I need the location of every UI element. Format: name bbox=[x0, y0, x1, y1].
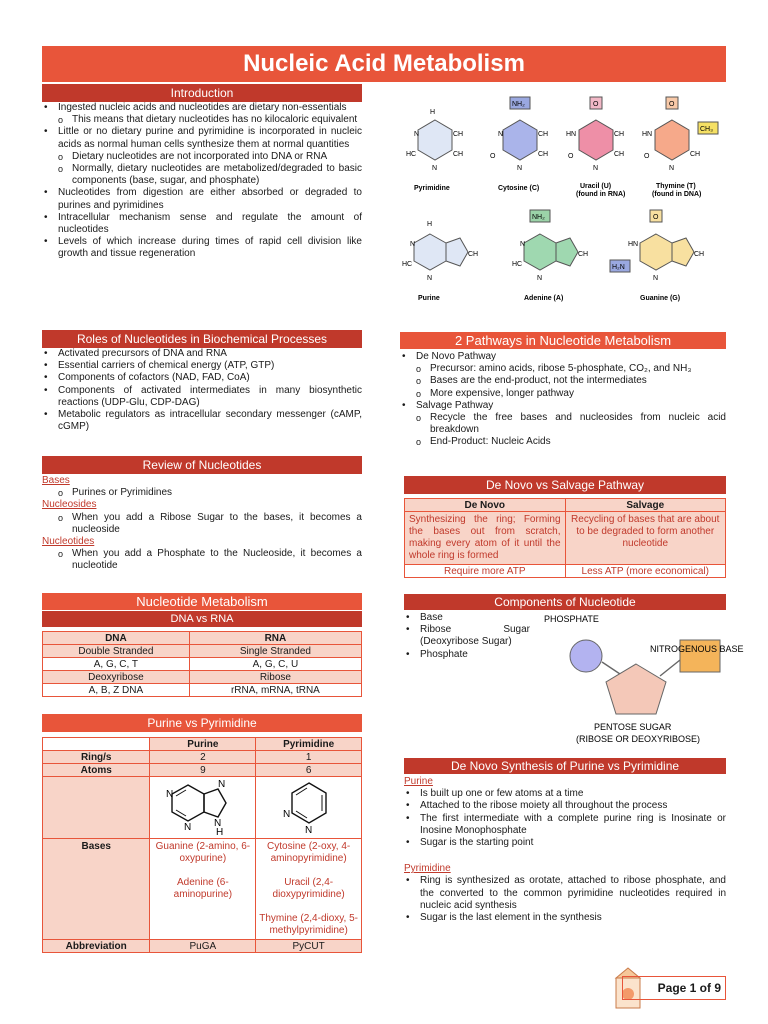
pathway-item: • Salvage Pathway o Recycle the free bases and nucleosides from nucleic acid breakdown o End-Product: Nucleic Acids bbox=[400, 400, 726, 449]
uracil-note: (found in RNA) bbox=[576, 191, 626, 198]
guanine-label: Guanine (G) bbox=[640, 295, 681, 302]
atom-label: N bbox=[414, 131, 420, 138]
thymine-structure bbox=[642, 97, 718, 198]
pyrimidine-ring-icon bbox=[274, 777, 344, 835]
purine-vs-header: Purine vs Pyrimidine bbox=[42, 714, 362, 732]
atom-label: CH bbox=[694, 251, 705, 258]
synthesis-section bbox=[404, 776, 726, 924]
atom-label: CH bbox=[453, 151, 464, 158]
cytosine-label: Cytosine (C) bbox=[498, 185, 540, 192]
table-cell: Synthesizing the ring; Forming the bases out from scratch, making every atom of it until the whole ring is formed bbox=[405, 512, 566, 565]
nucleotides-term: Nucleotides bbox=[42, 536, 95, 548]
purine-ring-icon bbox=[158, 777, 248, 838]
bases-desc: o Purines or Pyrimidines bbox=[42, 487, 362, 499]
atom-label: H₂N bbox=[612, 264, 625, 271]
nucleosides-desc: o When you add a Ribose Sugar to the bases, it becomes a nucleoside bbox=[42, 512, 362, 536]
col-pyrimidine: Pyrimidine bbox=[256, 738, 362, 751]
roles-item: • Essential carriers of chemical energy (ATP, GTP) bbox=[42, 360, 362, 372]
uracil-label: Uracil (U) bbox=[580, 183, 612, 190]
denovo-vs-header: De Novo vs Salvage Pathway bbox=[404, 476, 726, 494]
pathway-item: • De Novo Pathway o Precursor: amino acids, ribose 5-phosphate, CO₂, and NH₃ o Bases are the end-product, not the intermediates o More expensive, longer pathway bbox=[400, 351, 726, 400]
atom-label: NH₂ bbox=[512, 101, 525, 108]
dna-rna-subheader: DNA vs RNA bbox=[42, 611, 362, 627]
components-section bbox=[404, 612, 530, 661]
table-cell: PyCUT bbox=[256, 940, 362, 953]
table-cell: A, G, C, T bbox=[43, 658, 190, 671]
atom-label: N bbox=[520, 241, 526, 248]
atom-label: O bbox=[593, 101, 599, 108]
atom-label: CH₃ bbox=[700, 126, 713, 133]
atom-label: CH bbox=[538, 131, 549, 138]
pyrimidine-label: Pyrimidine bbox=[414, 185, 450, 192]
intro-item: • Ingested nucleic acids and nucleotides are dietary non-essentials o This means that dietary nucleotides has no kilocaloric equivalent bbox=[42, 102, 362, 126]
atom-label: CH bbox=[538, 151, 549, 158]
atom-label: NH₂ bbox=[532, 214, 545, 221]
intro-sub-item: o Dietary nucleotides are not incorporated into DNA or RNA bbox=[42, 151, 362, 163]
table-cell: Double Stranded bbox=[43, 645, 190, 658]
pathways-header: 2 Pathways in Nucleotide Metabolism bbox=[400, 332, 726, 349]
row-label: Abbreviation bbox=[43, 940, 150, 953]
base-adenine: Adenine (6-aminopurine) bbox=[173, 877, 233, 900]
table-cell: 6 bbox=[256, 764, 362, 777]
pathway-sub-item: o Bases are the end-product, not the intermediates bbox=[400, 375, 726, 387]
adenine-structure bbox=[512, 210, 588, 302]
base-thymine: Thymine (2,4-dioxy, 5-methylpyrimidine) bbox=[259, 913, 359, 936]
intro-header: Introduction bbox=[42, 84, 362, 102]
synthesis-item: • The first intermediate with a complete purine ring is Inosinate or Inosine Monophosphate bbox=[404, 813, 726, 837]
nucleotide-diagram bbox=[540, 610, 744, 748]
table-cell: Recycling of bases that are about to be degraded to form another nucleotide bbox=[565, 512, 725, 565]
atom-label: HN bbox=[566, 131, 577, 138]
pyrimidine-structure bbox=[406, 109, 463, 192]
table-cell: Require more ATP bbox=[405, 565, 566, 578]
atom-label: H bbox=[430, 109, 436, 116]
ring-n-label: N bbox=[165, 789, 174, 800]
intro-section bbox=[42, 102, 362, 261]
atom-label: CH bbox=[614, 151, 625, 158]
roles-item: • Components of activated intermediates in many biosynthetic reactions (UDP-Glu, CDP-DAG) bbox=[42, 385, 362, 409]
ring-n-label: N bbox=[213, 818, 222, 829]
base-label: NITROGENOUS BASE bbox=[650, 644, 744, 654]
roles-item: • Activated precursors of DNA and RNA bbox=[42, 348, 362, 360]
atom-label: HN bbox=[628, 241, 639, 248]
atom-label: N bbox=[432, 165, 438, 172]
pathway-sub-item: o Recycle the free bases and nucleosides from nucleic acid breakdown bbox=[400, 412, 726, 436]
atom-label: CH bbox=[453, 131, 464, 138]
base-structures-figure bbox=[400, 92, 730, 310]
cytosine-structure bbox=[490, 97, 548, 192]
metabolism-header: Nucleotide Metabolism bbox=[42, 593, 362, 610]
thymine-label: Thymine (T) bbox=[656, 183, 696, 190]
intro-sub-item: o This means that dietary nucleotides has no kilocaloric equivalent bbox=[42, 114, 362, 126]
dna-rna-table bbox=[42, 631, 362, 697]
atom-label: N bbox=[427, 275, 433, 282]
phosphate-label: PHOSPHATE bbox=[544, 614, 599, 624]
pathway-sub-item: o End-Product: Nucleic Acids bbox=[400, 436, 726, 448]
table-cell: Less ATP (more economical) bbox=[565, 565, 725, 578]
guanine-structure bbox=[610, 210, 704, 302]
atom-label: CH bbox=[614, 131, 625, 138]
bases-term: Bases bbox=[42, 475, 70, 486]
table-cell: 2 bbox=[150, 751, 256, 764]
table-cell: 9 bbox=[150, 764, 256, 777]
table-cell: Single Stranded bbox=[189, 645, 361, 658]
purine-structure bbox=[402, 221, 478, 302]
row-label: Atoms bbox=[43, 764, 150, 777]
atom-label: O bbox=[490, 153, 496, 160]
nucleotides-desc: o When you add a Phosphate to the Nucleoside, it becomes a nucleotide bbox=[42, 548, 362, 572]
phosphate-circle bbox=[570, 640, 602, 672]
atom-label: HC bbox=[406, 151, 417, 158]
roles-item: • Metabolic regulators as intracellular secondary messenger (cAMP, cGMP) bbox=[42, 409, 362, 433]
adenine-label: Adenine (A) bbox=[524, 295, 564, 302]
roles-header: Roles of Nucleotides in Biochemical Processes bbox=[42, 330, 362, 348]
empty-cell bbox=[43, 738, 150, 751]
ring-n-label: N bbox=[282, 809, 290, 820]
col-purine: Purine bbox=[150, 738, 256, 751]
purine-bases-cell bbox=[150, 839, 256, 940]
empty-cell bbox=[43, 777, 150, 839]
pathway-sub-item: o More expensive, longer pathway bbox=[400, 388, 726, 400]
atom-label: N bbox=[537, 275, 543, 282]
intro-item: • Levels of which increase during times of rapid cell division like growth and tissue regeneration bbox=[42, 236, 362, 260]
table-cell: A, B, Z DNA bbox=[43, 684, 190, 697]
atom-label: CH bbox=[468, 251, 479, 258]
atom-label: CH bbox=[578, 251, 589, 258]
base-uracil: Uracil (2,4-dioxypyrimidine) bbox=[272, 877, 345, 900]
purine-label: Purine bbox=[418, 295, 440, 302]
row-label: Ring/s bbox=[43, 751, 150, 764]
atom-label: HC bbox=[512, 261, 523, 268]
review-section bbox=[42, 475, 362, 573]
pathway-sub-item: o Precursor: amino acids, ribose 5-phosphate, CO₂, and NH₃ bbox=[400, 363, 726, 375]
base-guanine: Guanine (2-amino, 6-oxypurine) bbox=[155, 841, 251, 864]
thymine-note: (found in DNA) bbox=[652, 191, 702, 198]
nucleosides-term: Nucleosides bbox=[42, 499, 97, 511]
atom-label: O bbox=[568, 153, 574, 160]
component-item: • Ribose Sugar (Deoxyribose Sugar) bbox=[404, 624, 530, 648]
component-item: • Phosphate bbox=[404, 649, 530, 661]
col-dna: DNA bbox=[43, 632, 190, 645]
col-rna: RNA bbox=[189, 632, 361, 645]
component-item: • Base bbox=[404, 612, 530, 624]
atom-label: N bbox=[410, 241, 416, 248]
purine-structure-cell bbox=[150, 777, 256, 839]
pathways-section bbox=[400, 351, 726, 449]
roles-item: • Components of cofactors (NAD, FAD, CoA) bbox=[42, 372, 362, 384]
synthesis-item: • Attached to the ribose moiety all throughout the process bbox=[404, 800, 726, 812]
atom-label: N bbox=[669, 165, 675, 172]
row-label: Bases bbox=[43, 839, 150, 940]
synthesis-item: • Sugar is the last element in the synthesis bbox=[404, 912, 726, 924]
ring-h-label: H bbox=[215, 827, 224, 838]
synthesis-item: • Is built up one or few atoms at a time bbox=[404, 788, 726, 800]
ring-n-label: N bbox=[304, 825, 312, 836]
review-header: Review of Nucleotides bbox=[42, 456, 362, 474]
pyrimidine-bases-cell bbox=[256, 839, 362, 940]
atom-label: N bbox=[593, 165, 599, 172]
intro-item: • Little or no dietary purine and pyrimidine is incorporated in nucleic acids as normal human cells synthesize them at normal quantities o Dietary nucleotides are not incorporated into DNA or RNA o Normally, dietary nucleotides are metabolized/degraded to basic components (base, sugar, and phosphate) bbox=[42, 126, 362, 187]
table-cell: 1 bbox=[256, 751, 362, 764]
table-cell: PuGA bbox=[150, 940, 256, 953]
purine-term: Purine bbox=[404, 776, 433, 787]
table-cell: Deoxyribose bbox=[43, 671, 190, 684]
ring-n-label: N bbox=[217, 779, 226, 790]
page-number: Page 1 of 9 bbox=[622, 976, 726, 1000]
synthesis-header: De Novo Synthesis of Purine vs Pyrimidine bbox=[404, 758, 726, 774]
sugar-label-2: (RIBOSE OR DEOXYRIBOSE) bbox=[576, 734, 701, 744]
roles-section bbox=[42, 348, 362, 433]
intro-item: • Nucleotides from digestion are either absorbed or degraded to purines and pyrimidines bbox=[42, 187, 362, 211]
table-cell: A, G, C, U bbox=[189, 658, 361, 671]
col-denovo: De Novo bbox=[405, 499, 566, 512]
pyrimidine-structure-cell bbox=[256, 777, 362, 839]
atom-label: N bbox=[498, 131, 504, 138]
denovo-vs-table bbox=[404, 498, 726, 578]
sugar-label: PENTOSE SUGAR bbox=[594, 722, 672, 732]
atom-label: CH bbox=[690, 151, 701, 158]
atom-label: O bbox=[653, 214, 659, 221]
intro-item: • Intracellular mechanism sense and regulate the amount of nucleotides bbox=[42, 212, 362, 236]
atom-label: O bbox=[644, 153, 650, 160]
atom-label: HC bbox=[402, 261, 413, 268]
page-title: Nucleic Acid Metabolism bbox=[42, 46, 726, 82]
ring-n-label: N bbox=[183, 822, 192, 833]
atom-label: N bbox=[517, 165, 523, 172]
table-cell: rRNA, mRNA, tRNA bbox=[189, 684, 361, 697]
components-header: Components of Nucleotide bbox=[404, 594, 726, 610]
synthesis-item: • Ring is synthesized as orotate, attached to ribose phosphate, and the converted to the common pyrimidine nucleotides required in nucleic acid synthesis bbox=[404, 875, 726, 912]
intro-sub-item: o Normally, dietary nucleotides are metabolized/degraded to basic components (base, sugar, and phosphate) bbox=[42, 163, 362, 187]
pyrimidine-term: Pyrimidine bbox=[404, 863, 451, 875]
atom-label: N bbox=[653, 275, 659, 282]
atom-label: O bbox=[669, 101, 675, 108]
synthesis-item: • Sugar is the starting point bbox=[404, 837, 726, 849]
atom-label: HN bbox=[642, 131, 653, 138]
atom-label: H bbox=[427, 221, 433, 228]
table-cell: Ribose bbox=[189, 671, 361, 684]
col-salvage: Salvage bbox=[565, 499, 725, 512]
purine-vs-table bbox=[42, 737, 362, 953]
uracil-structure bbox=[566, 97, 625, 198]
base-cytosine: Cytosine (2-oxy, 4-aminopyrimidine) bbox=[267, 841, 351, 864]
